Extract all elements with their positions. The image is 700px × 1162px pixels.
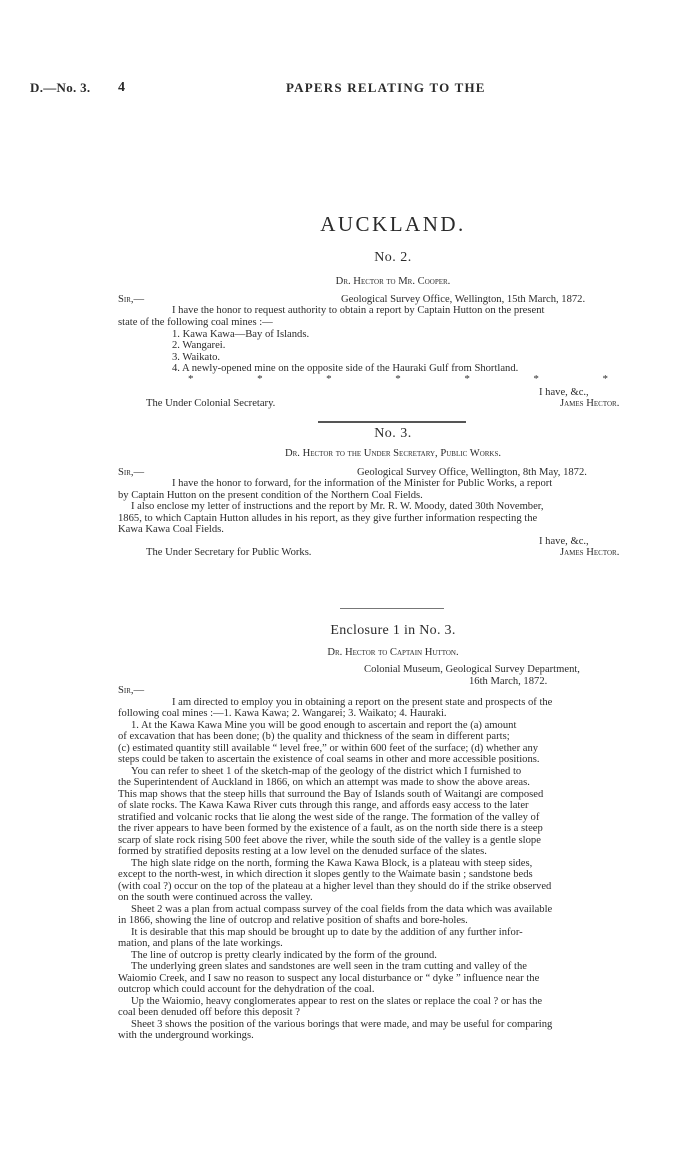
- star-mark: *: [326, 373, 332, 385]
- section-title: AUCKLAND.: [320, 212, 466, 236]
- letter-heading: Dr. Hector to Mr. Cooper.: [335, 276, 451, 287]
- section-divider: [340, 608, 444, 609]
- paragraph-line: 1. At the Kawa Kawa Mine you will be good enough to ascertain and report the (a) amount: [131, 720, 517, 731]
- paragraph-line: Waiomio Creek, and I saw no reason to suspect any local disturbance or “ dyke ” influence near the: [118, 973, 540, 984]
- salutation: Sir,—: [118, 467, 145, 478]
- dateline: 16th March, 1872.: [469, 676, 548, 687]
- running-title: PAPERS RELATING TO THE: [286, 80, 486, 95]
- paragraph-line: 1865, to which Captain Hutton alludes in his report, as they give further information respecting the: [118, 513, 538, 524]
- list-item: 3. Waikato.: [172, 352, 221, 363]
- closing: I have, &c.,: [539, 387, 589, 398]
- paragraph-line: This map shows that the steep hills that surround the Bay of Islands south of Waitangi are composed: [118, 789, 544, 800]
- paragraph-line: of slate rocks. The Kawa Kawa River cuts through this range, and affords easy access to the later: [118, 800, 529, 811]
- paragraph-line: Kawa Kawa Coal Fields.: [118, 524, 224, 535]
- paragraph-line: scarp of slate rock rising 500 feet above the river, while the south side of the valley is a gentle slope: [118, 835, 541, 846]
- paragraph-line: (c) estimated quantity still available “ level free,” or within 600 feet of the surface; (d) whether any: [118, 743, 539, 754]
- letter-number: No. 2.: [374, 250, 412, 265]
- star-mark: *: [602, 373, 608, 385]
- list-item: 4. A newly-opened mine on the opposite side of the Hauraki Gulf from Shortland.: [172, 363, 519, 374]
- signature: James Hector.: [560, 398, 620, 409]
- salutation: Sir,—: [118, 294, 145, 305]
- enclosure-heading: Dr. Hector to Captain Hutton.: [327, 647, 459, 658]
- paragraph-line: the Superintendent of Auckland in 1866, on which an attempt was made to show the above areas.: [118, 777, 530, 788]
- paragraph-line: on the south were continued across the valley.: [118, 892, 313, 903]
- paragraph-line: You can refer to sheet 1 of the sketch-map of the geology of the district which I furnished to: [131, 766, 522, 777]
- addressee: The Under Colonial Secretary.: [146, 398, 276, 409]
- paragraph-line: It is desirable that this map should be brought up to date by the addition of any further infor-: [131, 927, 523, 938]
- paragraph-line: formed by stratified deposits resting at a low level on the denuded surface of the slates.: [118, 846, 487, 857]
- paragraph-line: stratified and volcanic rocks that lie along the west side of the range. The formation of the valley of: [118, 812, 540, 823]
- paragraph-line: in 1866, showing the line of outcrop and relative position of shafts and bore-holes.: [118, 915, 468, 926]
- paragraph-line: I am directed to employ you in obtaining a report on the present state and prospects of the: [172, 697, 553, 708]
- paragraph-line: Sheet 2 was a plan from actual compass survey of the coal fields from the data which was available: [131, 904, 553, 915]
- paragraph-line: The line of outcrop is pretty clearly indicated by the form of the ground.: [131, 950, 437, 961]
- dateline: Geological Survey Office, Wellington, 15th March, 1872.: [341, 294, 586, 305]
- paragraph-line: (with coal ?) occur on the top of the plateau at a higher level than they should do if the strike observed: [118, 881, 552, 892]
- paragraph-line: mation, and plans of the late workings.: [118, 938, 283, 949]
- paragraph-line: The high slate ridge on the north, forming the Kawa Kawa Block, is a plateau with steep sides,: [131, 858, 533, 869]
- paragraph-line: Up the Waiomio, heavy conglomerates appear to rest on the slates or replace the coal ? or has the: [131, 996, 543, 1007]
- signature: James Hector.: [560, 547, 620, 558]
- ellipsis-stars: [188, 374, 608, 386]
- paragraph-line: Sheet 3 shows the position of the various borings that were made, and may be useful for comparing: [131, 1019, 553, 1030]
- paragraph-line: I also enclose my letter of instructions and the report by Mr. R. W. Moody, dated 30th November,: [131, 501, 544, 512]
- page-number: 4: [118, 80, 126, 95]
- paragraph-line: state of the following coal mines :—: [118, 317, 273, 328]
- paragraph-line: I have the honor to forward, for the information of the Minister for Public Works, a report: [172, 478, 553, 489]
- paragraph-line: steps could be taken to ascertain the existence of coal seams in other and more accessible positions.: [118, 754, 540, 765]
- paragraph-line: by Captain Hutton on the present condition of the Northern Coal Fields.: [118, 490, 423, 501]
- paragraph-line: The underlying green slates and sandstones are well seen in the tram cutting and valley of the: [131, 961, 527, 972]
- list-item: 1. Kawa Kawa—Bay of Islands.: [172, 329, 310, 340]
- paragraph-line: outcrop which could account for the dehydration of the coal.: [118, 984, 375, 995]
- dateline: Colonial Museum, Geological Survey Department,: [364, 664, 580, 675]
- addressee: The Under Secretary for Public Works.: [146, 547, 312, 558]
- paragraph-line: I have the honor to request authority to obtain a report by Captain Hutton on the present: [172, 305, 545, 316]
- paragraph-line: the river appears to have been formed by the existence of a fault, as on the north side there is a steep: [118, 823, 543, 834]
- star-mark: *: [464, 373, 470, 385]
- paragraph-line: coal been denuded off before this deposit ?: [118, 1007, 300, 1018]
- document-reference: D.—No. 3.: [30, 80, 91, 95]
- paragraph-line: with the underground workings.: [118, 1030, 254, 1041]
- star-mark: *: [257, 373, 263, 385]
- letter-heading: Dr. Hector to the Under Secretary, Public Works.: [284, 448, 502, 459]
- list-item: 2. Wangarei.: [172, 340, 226, 351]
- star-mark: *: [533, 373, 539, 385]
- star-mark: *: [395, 373, 401, 385]
- enclosure-title: Enclosure 1 in No. 3.: [330, 623, 456, 638]
- letter-number: No. 3.: [374, 426, 412, 441]
- star-mark: *: [188, 373, 194, 385]
- salutation: Sir,—: [118, 685, 145, 696]
- paragraph-line: except to the north-west, in which direction it slopes gently to the Waimate basin ; sandstone beds: [118, 869, 533, 880]
- dateline: Geological Survey Office, Wellington, 8th May, 1872.: [357, 467, 587, 478]
- section-divider: [318, 421, 466, 423]
- closing: I have, &c.,: [539, 536, 589, 547]
- paragraph-line: following coal mines :—1. Kawa Kawa; 2. Wangarei; 3. Waikato; 4. Hauraki.: [118, 708, 447, 719]
- paragraph-line: of excavation that has been done; (b) the quality and thickness of the seam in different parts;: [118, 731, 510, 742]
